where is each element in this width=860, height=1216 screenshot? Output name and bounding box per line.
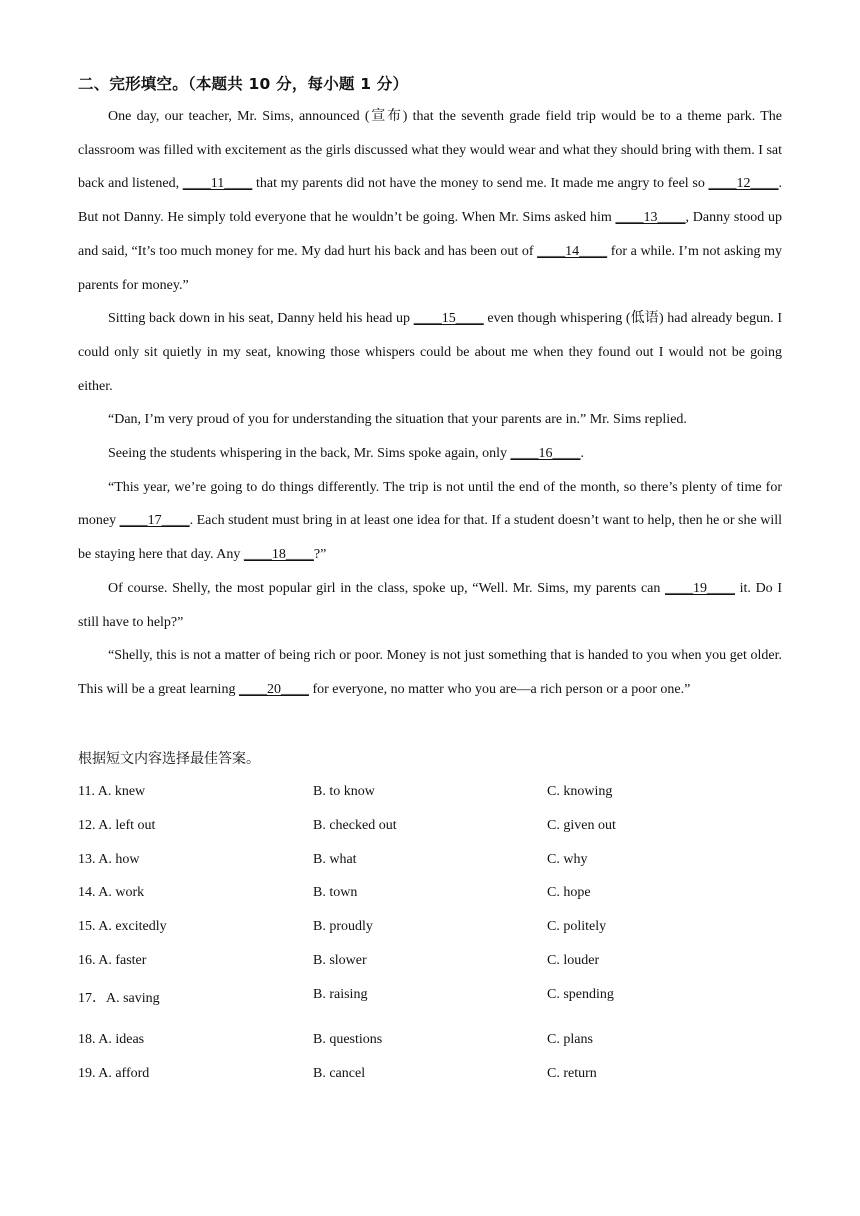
option-c: C. spending xyxy=(547,986,614,1002)
option-row xyxy=(78,910,782,944)
option-b: B. raising xyxy=(313,986,368,1002)
option-c: C. given out xyxy=(547,817,616,833)
passage-text: “This year, we’re going to do things differently. The trip is not until the end of the month, so there’s plenty of time for money xyxy=(78,479,782,529)
option-a: 15. A. excitedly xyxy=(78,919,167,935)
option-b: B. cancel xyxy=(313,1066,366,1082)
passage-paragraph xyxy=(78,100,782,302)
passage-paragraph xyxy=(78,403,782,437)
option-c: C. why xyxy=(547,851,588,867)
option-c: C. politely xyxy=(547,919,607,935)
passage-text: “Shelly, this is not a matter of being rich or poor. Money is not just something that is handed to you when you get older. This will be a great learning xyxy=(78,648,782,697)
passage-paragraph xyxy=(78,471,782,572)
blank-slot: ____18____ xyxy=(243,547,314,563)
blank-slot: ____14____ xyxy=(537,243,608,259)
passage-paragraph xyxy=(78,639,782,706)
passage-text: ?” xyxy=(313,547,327,563)
option-a: 13. A. how xyxy=(78,851,140,867)
passage-text: , Danny stood up and said, “It’s too much money for me. My dad hurt his back and has been out of xyxy=(78,210,782,259)
option-a: 14. A. work xyxy=(78,885,145,901)
passage-text: it. Do I still have to help?” xyxy=(78,580,782,630)
option-row xyxy=(78,876,782,910)
passage-text: Sitting back down in his seat, Danny held his head up xyxy=(108,311,414,327)
cloze-passage xyxy=(78,100,782,707)
option-row xyxy=(78,1057,782,1091)
option-b: B. town xyxy=(313,885,358,901)
section-heading: 二、完形填空。（本题共 10 分，每小题 1 分） xyxy=(78,75,409,93)
passage-text: Seeing the students whispering in the back, Mr. Sims spoke again, only xyxy=(108,446,511,462)
option-a: 12. A. left out xyxy=(78,817,156,833)
blank-slot: ____17____ xyxy=(119,513,190,529)
option-b: B. to know xyxy=(313,784,375,799)
passage-paragraph xyxy=(78,572,782,639)
passage-text: even though whispering (低语) had already begun. I could only sit quietly in my seat, knowing those whispers could be about me when they found out I would not be going either. xyxy=(78,311,782,394)
option-c: C. hope xyxy=(547,885,591,901)
passage-text: that my parents did not have the money to send me. It made me angry to feel so xyxy=(252,176,709,192)
option-a: 19. A. afford xyxy=(78,1066,150,1082)
blank-slot: ____16____ xyxy=(510,446,581,462)
option-c: C. plans xyxy=(547,1032,593,1048)
passage-text: “Dan, I’m very proud of you for understanding the situation that your parents are in.” Mr. Sims replied. xyxy=(108,412,687,428)
blank-slot: ____12____ xyxy=(708,176,779,192)
option-b: B. what xyxy=(313,851,357,867)
blank-slot: ____15____ xyxy=(413,311,484,327)
instruction-text: 根据短文内容选择最佳答案。 xyxy=(78,751,260,767)
option-b: B. proudly xyxy=(313,919,373,935)
option-row xyxy=(78,843,782,877)
option-row xyxy=(78,775,782,809)
passage-text: . Each student must bring in at least one idea for that. If a student doesn’t want to help, then he or she will be staying here that day. Any xyxy=(78,513,782,563)
blank-slot: ____20____ xyxy=(238,681,309,697)
option-b: B. slower xyxy=(313,952,367,968)
option-a: 18. A. ideas xyxy=(78,1032,145,1048)
blank-slot: ____13____ xyxy=(615,210,686,226)
passage-text: for a while. I’m not asking my parents for money.” xyxy=(78,243,783,293)
passage-text: . But not Danny. He simply told everyone that he wouldn’t be going. When Mr. Sims asked him xyxy=(78,176,783,226)
option-row xyxy=(78,978,782,1024)
option-c: C. louder xyxy=(547,952,600,968)
option-b: B. checked out xyxy=(313,817,397,833)
answer-options xyxy=(78,775,782,1091)
blank-slot: ____19____ xyxy=(665,580,736,596)
option-row xyxy=(78,1023,782,1057)
option-a: 11. A. knew xyxy=(78,784,146,799)
option-row xyxy=(78,944,782,978)
option-b: B. questions xyxy=(313,1032,383,1048)
option-c: C. knowing xyxy=(547,784,613,799)
passage-paragraph xyxy=(78,302,782,403)
passage-text: . xyxy=(580,446,584,462)
option-a: 16. A. faster xyxy=(78,952,147,968)
option-row xyxy=(78,809,782,843)
passage-text: Of course. Shelly, the most popular girl in the class, spoke up, “Well. Mr. Sims, my parents can xyxy=(108,580,666,596)
passage-text: for everyone, no matter who you are—a rich person or a poor one.” xyxy=(308,681,691,697)
option-c: C. return xyxy=(547,1066,597,1082)
passage-paragraph xyxy=(78,437,782,471)
option-a: 17．A. saving xyxy=(78,990,160,1006)
blank-slot: ____11____ xyxy=(182,176,253,192)
passage-text: One day, our teacher, Mr. Sims, announced (宣布) that the seventh grade field trip would be to a theme park. The classroom was filled with excitement as the girls discussed what they would wear and what they should bring with them. I sat back and listened, xyxy=(78,109,782,192)
